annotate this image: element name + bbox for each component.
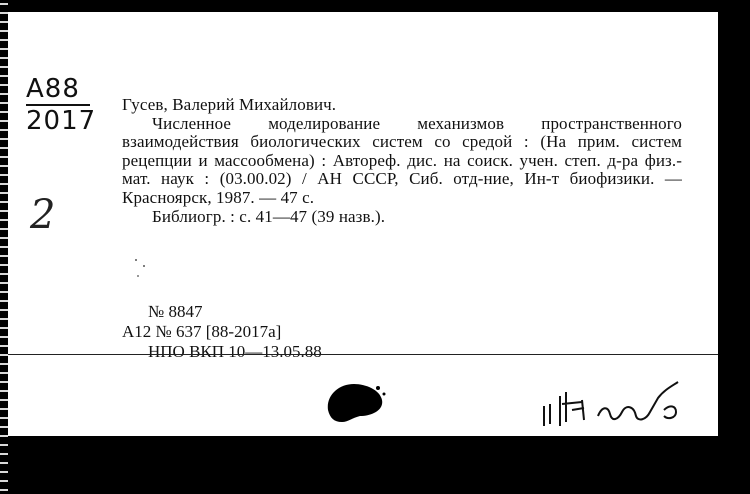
bibliography-note: Библиогр. : с. 41—47 (39 назв.). (152, 206, 386, 226)
catalog-card (8, 12, 718, 436)
shelf-mark-bottom: 2017 (26, 106, 97, 136)
handwritten-signature (538, 376, 688, 436)
entry-description: Численное моделирование механизмов пространственного взаимодействия биологических систем со средой : (На прим. систем рецепции и массообмена) : Автореф. дис. на соиск. учен. степ. д-ра физ.-мат. наук : (03.00.02) / АН СССР, Сиб. отд-ние, Ин-т биофизики. — Красноярск, 1987. — 47 с. (122, 113, 682, 207)
handwritten-mark: 2 (30, 192, 56, 238)
scan-edge-right (718, 0, 750, 494)
horizontal-rule (8, 354, 718, 355)
accession-block (122, 302, 322, 362)
scan-speckles (132, 256, 152, 286)
accession-number: № 8847 (148, 302, 203, 321)
ink-blot (320, 376, 390, 426)
author-heading: Гусев, Валерий Михайлович. (122, 95, 337, 114)
shelf-mark-top: A88 (26, 74, 80, 104)
bibliographic-entry (122, 96, 682, 226)
a12-number: А12 № 637 [88-2017а] (122, 322, 282, 341)
shelf-mark (26, 76, 96, 134)
scan-edge-left (0, 0, 8, 494)
npo-vkp-line: НПО ВКП 10—13.05.88 (148, 342, 322, 361)
